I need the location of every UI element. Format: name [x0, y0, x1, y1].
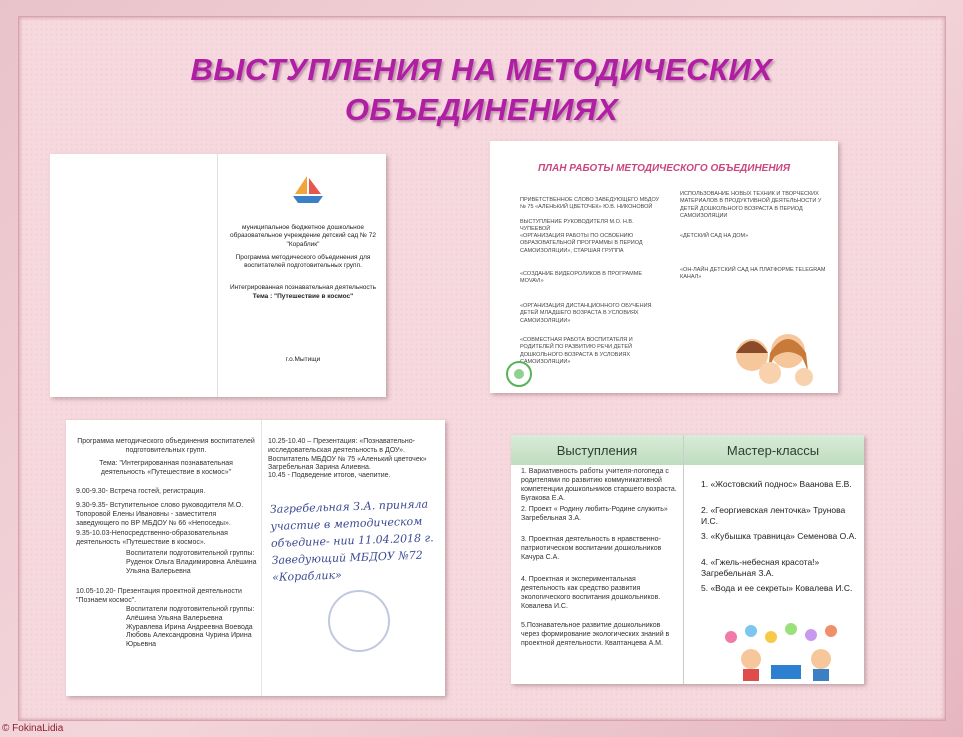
schedule-item-right: 10.45 - Подведение итогов, чаепитие. — [268, 472, 391, 479]
talk-item: 5.Познавательное развитие дошкольников через формирование экологических знаний в проектной деятельности. Кваптанцева А.М. — [521, 622, 670, 648]
program-head: Программа методического объединения воспитателей подготовительных групп. — [77, 438, 255, 454]
topic-name: Тема : "Путешествие в космос" — [252, 293, 354, 300]
masterclass-item: 3. «Кубышка травница» Семенова О.А. — [701, 531, 857, 541]
talk-item: 4. Проектная и экспериментальная деятельность как средство развития экологического воспитания дошкольников. Ковалева И.С. — [521, 576, 661, 611]
schedule-item-right: 10.25-10.40 – Презентация: «Познавательно-исследовательская деятельность в ДОУ». Воспитатель МБДОУ № 75 «Аленький цветочек» Загребельная Зарина Алиевна. — [268, 438, 427, 472]
program-booklet-korablik — [50, 154, 386, 397]
masterclass-item: 5. «Вода и ее секреты» Ковалева И.С. — [701, 583, 853, 593]
schedule-item: 10.05-10.20- Презентация проектной деятельности "Познаем космос". — [76, 588, 242, 604]
schedule-item: 9.35-10.03-Непосредственно-образовательная деятельность «Путешествие в космос». — [76, 530, 228, 546]
org-name: муниципальное бюджетное дошкольное образовательное учреждение детский сад № 72 "Кораблик" — [230, 224, 376, 248]
fold-line — [261, 420, 262, 696]
plan-item: «ДЕТСКИЙ САД НА ДОМ» — [680, 233, 749, 239]
plan-item: «ОН-ЛАЙН ДЕТСКИЙ САД НА ПЛАТФОРМЕ TELEGRAM КАНАЛ» — [680, 267, 826, 281]
plan-header: ПЛАН РАБОТЫ МЕТОДИЧЕСКОГО ОБЪЕДИНЕНИЯ — [537, 163, 791, 174]
plan-item: ВЫСТУПЛЕНИЕ РУКОВОДИТЕЛЯ М.О. Н.В. ЧУПЕЕВОЙ — [520, 219, 634, 233]
program-name: Программа методического объединения для воспитателей подготовительных групп. — [235, 254, 371, 270]
plan-item: «ОРГАНИЗАЦИЯ ДИСТАНЦИОННОГО ОБУЧЕНИЯ ДЕТЕЙ МЛАДШЕГО ВОЗРАСТА В УСЛОВИЯХ САМОИЗОЛЯЦИИ» — [520, 303, 652, 324]
official-stamp — [328, 590, 390, 652]
program-sheet-handwritten — [66, 420, 445, 696]
schedule-item: 9.30-9.35- Вступительное слово руководителя М.О. Топоровой Елены Ивановны - заместителя заведующего по ВР МБДОУ № 66 «Непоседы». — [76, 502, 244, 527]
fold-line — [217, 154, 218, 397]
talk-item: 1. Вариативность работы учителя-логопеда с родителями по развитию коммуникативной компетенции дошкольников старшего возраста. Бугакова Е.А. — [521, 468, 677, 503]
schedule-item: Воспитатели подготовительной группы: Алёшина Ульяна Валерьевна Журавлева Ирина Андреевна Воевода Любовь Александровна Чурина Ирина Юрьевна — [126, 606, 255, 648]
plan-item: ПРИВЕТСТВЕННОЕ СЛОВО ЗАВЕДУЮЩЕГО МБДОУ № 75 «АЛЕНЬКИЙ ЦВЕТОЧЕК» Ю.В. НИКОНОВОЙ — [520, 197, 660, 211]
sailboat-icon — [290, 174, 326, 206]
masterclass-item: 4. «Гжель-небесная красота!» Загребельная З.А. — [701, 557, 820, 579]
masterclass-item: 1. «Жостовский поднос» Ваанова Е.В. — [701, 479, 852, 489]
talk-item: 3. Проектная деятельность в нравственно-патриотическом воспитании дошкольников Качура С.А. — [521, 536, 662, 562]
schedule-item: 9.00-9.30- Встреча гостей, регистрация. — [76, 488, 206, 495]
copyright-footer: © FokinaLidia — [2, 723, 64, 734]
plan-item: ИСПОЛЬЗОВАНИЕ НОВЫХ ТЕХНИК И ТВОРЧЕСКИХ МАТЕРИАЛОВ В ПРОДУКТИВНОЙ ДЕЯТЕЛЬНОСТИ У ДЕТЕЙ ДОШКОЛЬНОГО ВОЗРАСТА В ПЕРИОД САМОИЗОЛЯЦИИ — [680, 191, 822, 220]
activity-name: Интегрированная познавательная деятельность — [229, 284, 377, 291]
fold-line — [683, 435, 684, 684]
masterclass-item: 2. «Георгиевская ленточка» Трунова И.С. — [701, 505, 846, 527]
handwritten-note: Загребельная З.А. приняла участие в методическом объедине- нии 11.04.2018 г. Заведующий МБДОУ №72 «Кораблик» — [269, 497, 434, 585]
family-illustration-icon — [722, 327, 822, 391]
talks-header: Выступления — [556, 443, 638, 458]
kids-flowers-illustration-icon — [711, 617, 861, 681]
plan-item: «ОРГАНИЗАЦИЯ РАБОТЫ ПО ОСВОЕНИЮ ОБРАЗОВАТЕЛЬНОЙ ПРОГРАММЫ В ПЕРИОД САМОИЗОЛЯЦИИ», СТАРШАЯ ГРУППА — [520, 233, 643, 254]
talk-item: 2. Проект « Родину любить-Родине служить» Загребельная З.А. — [521, 506, 668, 523]
slide-title-line1: ВЫСТУПЛЕНИЯ НА МЕТОДИЧЕСКИХ — [190, 52, 773, 87]
slide-title-line2: ОБЪЕДИНЕНИЯХ — [344, 92, 619, 127]
schedule-item: Воспитатели подготовительной группы: Руденок Ольга Владимировна Алёшина Ульяна Валерьевна — [126, 550, 257, 575]
plan-item: «СОВМЕСТНАЯ РАБОТА ВОСПИТАТЕЛЯ И РОДИТЕЛЕЙ ПО РАЗВИТИЮ РЕЧИ ДЕТЕЙ ДОШКОЛЬНОГО ВОЗРАСТА В УСЛОВИЯХ САМОИЗОЛЯЦИИ» — [520, 337, 633, 366]
methodical-plan-sheet — [490, 141, 838, 393]
city-name: г.о.Мытищи — [285, 356, 321, 363]
program-theme: Тема: "Интегрированная познавательная деятельность «Путешествие в космос»" — [99, 460, 233, 476]
school-emblem-icon — [506, 359, 532, 389]
talks-masterclasses-booklet — [511, 435, 864, 684]
masterclasses-header: Мастер-классы — [726, 443, 820, 458]
plan-item: «СОЗДАНИЕ ВИДЕОРОЛИКОВ В ПРОГРАММЕ MOVAVI» — [520, 271, 643, 285]
